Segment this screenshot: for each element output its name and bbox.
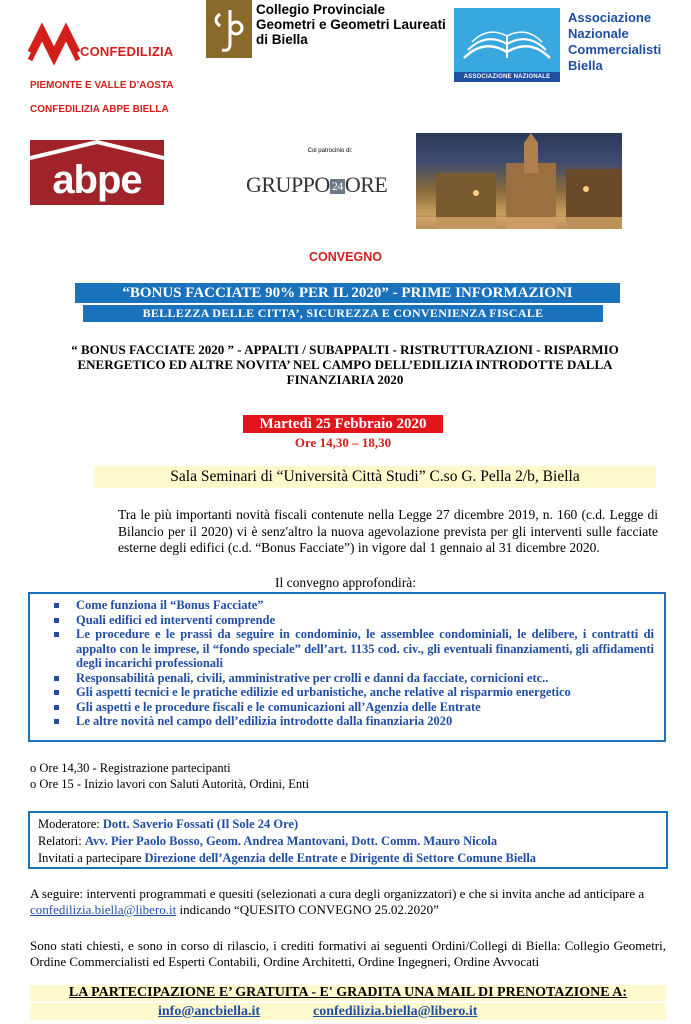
abpe-wordmark: abpe: [52, 158, 142, 202]
event-label: CONVEGNO: [309, 250, 382, 264]
region-label: PIEMONTE E VALLE D’AOSTA: [30, 80, 174, 91]
topic-item: Le procedure e le prassi da seguire in condominio, le assemblee condominiali, le delibere, i contratti di appalto con le imprese, il “fondo speciale” dell’art. 1135 cod. civ., gli eventuali finanziamenti, gli affidamenti degli incarichi professionali: [50, 627, 654, 671]
moderator-name: Dott. Saverio Fossati (Il Sole 24 Ore): [102, 817, 299, 831]
speakers-line: [38, 833, 658, 850]
collegio-line: di Biella: [256, 32, 308, 47]
g24-number: 24: [331, 179, 343, 194]
headline-banner: “BONUS FACCIATE 90% PER IL 2020” - PRIME INFORMAZIONI: [75, 283, 620, 303]
topic-item: Quali edifici ed interventi comprende: [50, 613, 654, 628]
biella-photo: [416, 133, 622, 229]
registration-cta: LA PARTECIPAZIONE E’ GRATUITA - E' GRADITA UNA MAIL DI PRENOTAZIONE A:: [30, 985, 666, 1001]
speakers-label: Relatori:: [38, 834, 85, 848]
anc-name: [568, 10, 688, 74]
event-venue: Sala Seminari di “Università Città Studi” C.so G. Pella 2/b, Biella: [94, 466, 656, 488]
event-hours: Ore 14,30 – 18,30: [294, 435, 392, 450]
topic-item: Come funziona il “Bonus Facciate”: [50, 598, 654, 613]
intro-paragraph: Tra le più importanti novità fiscali contenute nella Legge 27 dicembre 2019, n. 160 (c.d. Legge di Bilancio per il 2020) vi è senz'altro la nuova agevolazione prevista per gli interventi sulle facciate esterne degli edifici (c.d. “Bonus Facciate”) in vigore dal 1 gennaio al 31 dicembre 2020.: [118, 507, 658, 555]
gruppo24ore-logo: [246, 172, 416, 198]
confedilizia-mark-icon: [26, 12, 174, 68]
moderator-label: Moderatore:: [38, 817, 103, 831]
anc-line: Commercialisti: [568, 42, 662, 57]
follow-paragraph: [30, 886, 666, 918]
g24-left: GRUPPO: [246, 172, 330, 197]
anc-logo: [454, 8, 560, 80]
moderator-line: [38, 816, 658, 833]
schedule-item: o Ore 15 - Inizio lavori con Saluti Autorità, Ordini, Enti: [30, 777, 310, 791]
collegio-mark-icon: [206, 0, 252, 58]
event-date: Martedì 25 Febbraio 2020: [243, 415, 443, 433]
invited-label: Invitati a partecipare: [38, 851, 145, 865]
patronage-label: Col patrocinio di:: [307, 148, 353, 154]
confedilizia-wordmark: CONFEDILIZIA: [80, 44, 174, 59]
anc-line: Biella: [568, 58, 603, 73]
follow-text-1: A seguire: interventi programmati e quesiti (selezionati a cura degli organizzatori) e che si invita anche ad anticipare a: [30, 886, 645, 901]
schedule-item: o Ore 14,30 - Registrazione partecipanti: [30, 761, 231, 775]
topic-item: Gli aspetti e le procedure fiscali e le comunicazioni all’Agenzia delle Entrate: [50, 700, 654, 715]
collegio-line: Geometri e Geometri Laureati: [256, 17, 446, 32]
follow-text-2: indicando “QUESITO CONVEGNO 25.02.2020”: [176, 902, 439, 917]
anc-line: Nazionale: [568, 26, 629, 41]
speakers-box: [28, 811, 668, 869]
topics-box: [28, 592, 666, 742]
confedilizia-logo: [26, 12, 174, 68]
topic-item: Responsabilità penali, civili, amministrative per crolli e danni da facciate, cornicioni etc..: [50, 671, 654, 686]
follow-email-link[interactable]: confedilizia.biella@libero.it: [30, 902, 177, 917]
collegio-geometri-logo: [206, 0, 252, 58]
invited-line: [38, 850, 658, 867]
invited-1: Direzione dell’Agenzia delle Entrate: [144, 851, 338, 865]
speakers-names: Avv. Pier Paolo Bosso, Geom. Andrea Mantovani, Dott. Comm. Mauro Nicola: [84, 834, 498, 848]
invited-and: e: [337, 851, 350, 865]
anc-line: Associazione: [568, 10, 652, 25]
event-subtitle: “ BONUS FACCIATE 2020 ” - APPALTI / SUBAPPALTI - RISTRUTTURAZIONI - RISPARMIO ENERGETICO ED ALTRE NOVITA’ NEL CAMPO DELL’EDILIZIA INTRODOTTE DALLA FINANZIARIA 2020: [71, 342, 619, 387]
confedilizia-abpe-label: CONFEDILIZIA ABPE BIELLA: [30, 104, 169, 115]
credits-paragraph: Sono stati chiesti, e sono in corso di rilascio, i crediti formativi ai seguenti Ordini/Collegi di Biella: Collegio Geometri, Ordine Commercialisti ed Esperti Contabili, Ordine Architetti, Ordine Ingegneri, Ordine Avvocati: [30, 938, 666, 969]
topics-heading: Il convegno approfondirà:: [275, 575, 416, 590]
topics-list: [50, 598, 654, 729]
contact-emails: [30, 1003, 666, 1020]
contact-email-link[interactable]: confedilizia.biella@libero.it: [313, 1004, 478, 1019]
collegio-line: Collegio Provinciale: [256, 2, 386, 17]
g24-right: ORE: [344, 172, 388, 197]
topic-item: Gli aspetti tecnici e le pratiche edilizie ed urbanistiche, anche relative al risparmio energetico: [50, 685, 654, 700]
topic-item: Le altre novità nel campo dell’edilizia introdotte dalla finanziaria 2020: [50, 714, 654, 729]
schedule: [30, 760, 630, 792]
anc-logo-strip: ASSOCIAZIONE NAZIONALE COMMERCIALISTI: [454, 72, 560, 82]
subheadline-banner: BELLEZZA DELLE CITTA’, SICUREZZA E CONVENIENZA FISCALE: [83, 305, 603, 322]
contact-email-link[interactable]: info@ancbiella.it: [158, 1004, 261, 1019]
anc-book-icon: [454, 8, 560, 72]
invited-2: Dirigente di Settore Comune Biella: [349, 851, 537, 865]
cathedral-image-icon: [416, 133, 622, 229]
